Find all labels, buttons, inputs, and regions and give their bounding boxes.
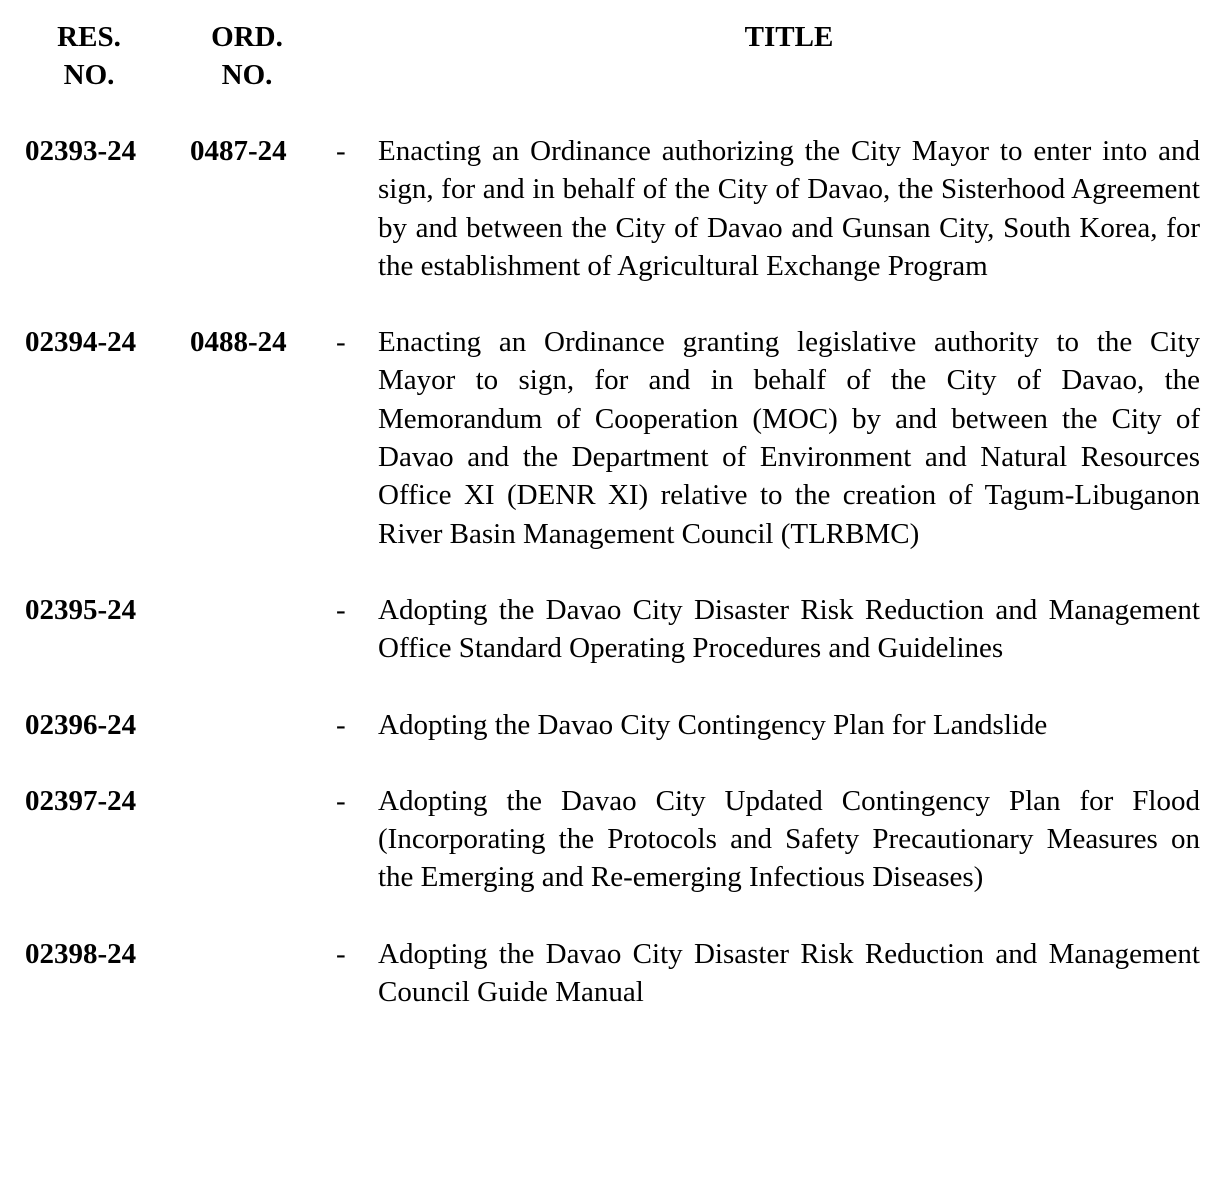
separator-dash: - <box>336 326 346 359</box>
resolution-number: 02394-24 <box>25 326 137 359</box>
ordinance-number: 0487-24 <box>190 135 287 167</box>
res-no-column-header <box>30 18 148 95</box>
ord-no-column-header <box>188 18 306 95</box>
resolution-number: 02396-24 <box>25 708 137 741</box>
ord-no-header-line1: ORD. <box>211 21 283 53</box>
res-no-header-line1: RES. <box>57 21 121 53</box>
title-column-header: TITLE <box>744 21 834 53</box>
resolution-entry <box>0 323 1215 553</box>
separator-dash: - <box>336 135 346 167</box>
resolution-number: 02395-24 <box>25 593 137 626</box>
table-header <box>0 18 1215 98</box>
resolution-title: Enacting an Ordinance authorizing the City Mayor to enter into and sign, for and in behalf of the City of Davao, the Sisterhood Agreement by and between the City of Davao and Gunsan City, South Korea, for the establishment of Agricultural Exchange Program <box>378 135 1200 282</box>
resolution-number: 02398-24 <box>25 937 137 970</box>
resolution-entry <box>0 132 1215 285</box>
resolution-title: Enacting an Ordinance granting legislative authority to the City Mayor to sign, for and in behalf of the City of Davao, the Memorandum of Cooperation (MOC) by and between the City of Davao and the Department of Environment and Natural Resources Office XI (DENR XI) relative to the creation of Tagum-Libuganon River Basin Management Council (TLRBMC) <box>378 326 1200 550</box>
resolution-entry <box>0 591 1215 668</box>
resolution-entry <box>0 782 1215 897</box>
resolution-title: Adopting the Davao City Contingency Plan for Landslide <box>378 708 1048 741</box>
separator-dash: - <box>336 708 346 741</box>
resolution-number: 02397-24 <box>25 784 137 817</box>
resolution-title: Adopting the Davao City Updated Contingency Plan for Flood (Incorporating the Protocols and Safety Precautionary Measures on the Emerging and Re-emerging Infectious Diseases) <box>378 784 1200 894</box>
ordinance-number: 0488-24 <box>190 326 287 359</box>
res-no-header-line2: NO. <box>63 59 115 92</box>
resolution-entry <box>0 706 1215 744</box>
resolution-title: Adopting the Davao City Disaster Risk Reduction and Management Council Guide Manual <box>378 937 1200 1009</box>
resolution-title: Adopting the Davao City Disaster Risk Reduction and Management Office Standard Operating Procedures and Guidelines <box>378 593 1200 665</box>
separator-dash: - <box>336 593 346 626</box>
separator-dash: - <box>336 784 346 817</box>
separator-dash: - <box>336 937 346 970</box>
ord-no-header-line2: NO. <box>221 59 273 92</box>
resolution-list <box>0 132 1215 1049</box>
resolution-number: 02393-24 <box>25 135 137 167</box>
resolution-entry <box>0 935 1215 1012</box>
